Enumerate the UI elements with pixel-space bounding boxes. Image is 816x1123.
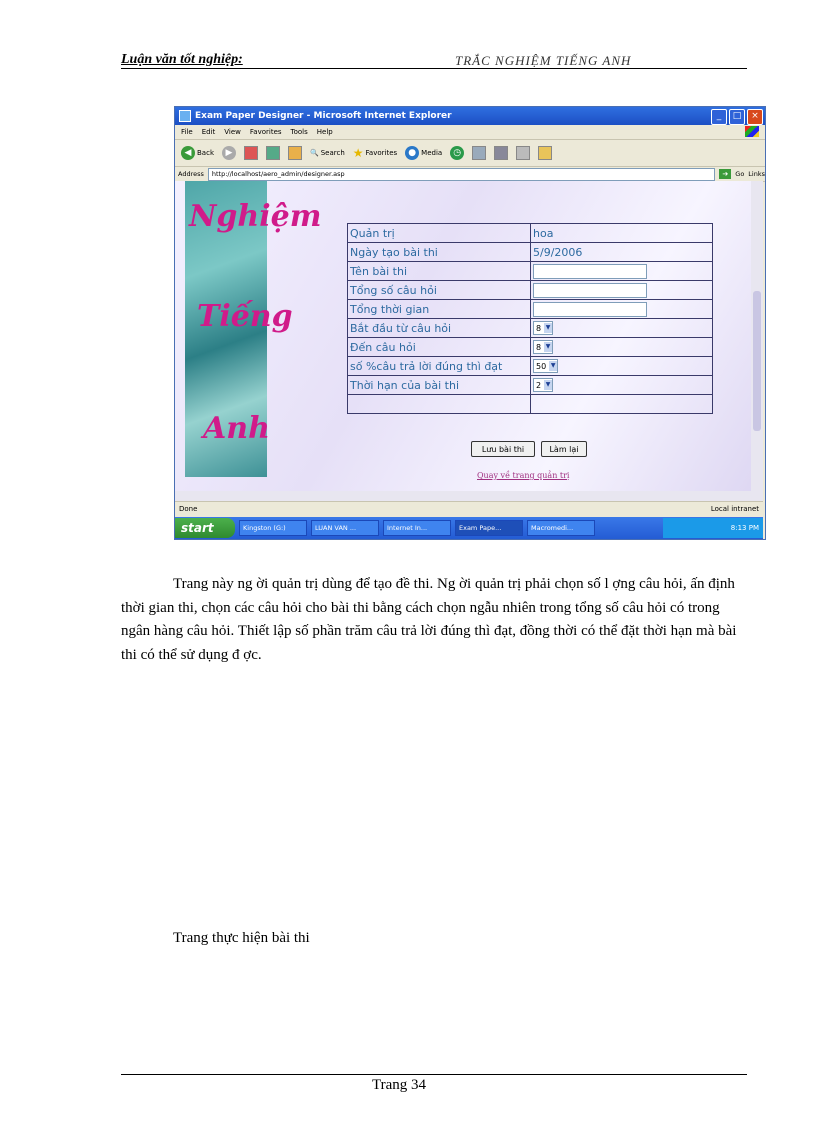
system-tray [663,518,763,538]
browser-titlebar [175,107,765,125]
windows-taskbar [175,517,763,539]
header-thesis-label: Luận văn tốt nghiệp: [121,52,243,67]
row-label: Tên bài thi [348,262,531,281]
chevron-down-icon: ▼ [545,343,551,351]
footer-divider [121,1074,747,1075]
table-row [348,338,713,357]
row-value [531,395,713,414]
table-row [348,319,713,338]
row-label [348,395,531,414]
row-label: Đến câu hỏi [348,338,531,357]
start-button[interactable]: start [175,518,235,538]
save-exam-button[interactable]: Lưu bài thi [471,441,535,457]
address-input[interactable] [208,168,715,181]
address-bar [175,167,765,182]
taskbar-item[interactable]: Internet In... [383,520,451,536]
search-button[interactable] [310,149,345,157]
favorites-label: Favorites [365,149,398,157]
banner-word-3: Anh [203,411,270,446]
menu-view[interactable]: View [224,128,241,136]
banner-word-2: Tiếng [197,299,293,334]
mail-icon[interactable] [472,146,486,160]
table-row [348,243,713,262]
table-row [348,395,713,414]
back-button[interactable] [181,146,214,160]
star-icon: ★ [352,146,364,160]
table-row [348,376,713,395]
forward-arrow-icon[interactable]: ▶ [222,146,236,160]
start-question-select[interactable] [533,321,553,335]
end-question-select[interactable] [533,340,553,354]
select-value: 50 [536,361,547,371]
refresh-icon[interactable] [266,146,280,160]
description-paragraph [121,573,747,667]
windows-flag-icon [745,126,759,137]
status-bar [175,501,763,515]
maximize-icon[interactable]: □ [729,109,745,125]
go-label[interactable]: Go [735,170,745,178]
media-label: Media [421,149,443,157]
select-value: 8 [536,323,542,333]
search-icon: 🔍 [310,149,319,157]
go-arrow-icon[interactable]: ➔ [719,169,731,179]
stop-icon[interactable] [244,146,258,160]
menu-bar [175,125,765,140]
favorites-button[interactable] [353,146,397,160]
select-value: 8 [536,342,542,352]
menu-help[interactable]: Help [316,128,333,136]
back-label: Back [197,149,214,157]
page-number: Trang 34 [372,1077,427,1093]
folder-icon[interactable] [538,146,552,160]
menu-file[interactable]: File [181,128,193,136]
total-questions-input[interactable] [533,283,647,298]
sidebar-banner [185,181,322,477]
row-label: Thời hạn của bài thi [348,376,531,395]
pass-percent-select[interactable] [533,359,558,373]
row-value: 5/9/2006 [531,243,713,262]
media-button[interactable] [405,146,442,160]
address-value: http://localhost/aero_admin/designer.asp [211,170,345,178]
table-row [348,224,713,243]
back-arrow-icon: ◀ [181,146,195,160]
chevron-down-icon: ▼ [550,362,556,370]
menu-tools[interactable]: Tools [290,128,308,136]
exam-duration-select[interactable] [533,378,553,392]
horizontal-scrollbar[interactable] [175,491,763,501]
table-row [348,357,713,376]
vertical-scrollbar[interactable] [751,181,763,491]
back-to-admin-link[interactable]: Quay về trang quản trị [477,471,570,480]
tray-clock: 8:13 PM [730,524,759,532]
row-label: Quản trị [348,224,531,243]
history-icon[interactable]: ◷ [450,146,464,160]
close-icon[interactable]: × [747,109,763,125]
table-row [348,281,713,300]
exam-name-input[interactable] [533,264,647,279]
links-label[interactable]: Links [748,170,765,178]
scroll-thumb[interactable] [753,291,761,431]
search-label: Search [320,149,345,157]
header-thesis-title: TRẮC NGHIỆM TIẾNG ANH [455,53,632,68]
taskbar-item[interactable]: Macromedi... [527,520,595,536]
media-icon: ● [405,146,419,160]
menu-edit[interactable]: Edit [201,128,216,136]
header-divider [121,68,747,69]
row-label: Ngày tạo bài thi [348,243,531,262]
ie-icon [179,110,191,122]
table-row [348,262,713,281]
browser-toolbar [175,140,765,167]
select-value: 2 [536,380,542,390]
row-value: hoa [531,224,713,243]
table-row [348,300,713,319]
taskbar-item[interactable]: Kingston (G:) [239,520,307,536]
taskbar-item[interactable]: Exam Pape... [455,520,523,536]
section-heading: Trang thực hiện bài thi [173,930,310,946]
status-zone: Local intranet [710,504,759,513]
row-label: Tổng số câu hỏi [348,281,531,300]
row-label: Bắt đầu từ câu hỏi [348,319,531,338]
address-label: Address [178,170,204,178]
taskbar-item[interactable]: LUAN VAN ... [311,520,379,536]
menu-favorites[interactable]: Favorites [249,128,282,136]
row-label: số %câu trả lời đúng thì đạt [348,357,531,376]
edit-icon[interactable] [516,146,530,160]
paragraph-text: Trang này ng ời quản trị dùng để tạo đề thi. Ng ời quản trị phải chọn số l ợng câu hỏi, ấn định thời gian thi, chọn các câu hỏi cho bài thi bằng cách chọn ngẫu nhiên trong tổng số câu hỏi có trong ngân hàng câu hỏi. Thiết lập số phần trăm câu trả lời đúng thì đạt, đồng thời có thể đặt thời hạn mà bài thi có thể sử dụng đ ợc. [121,576,737,663]
browser-title: Exam Paper Designer - Microsoft Internet Explorer [195,111,452,121]
reset-button[interactable]: Làm lại [541,441,587,457]
page-content [175,181,763,491]
chevron-down-icon: ▼ [545,381,551,389]
exam-design-form [347,223,713,414]
row-label: Tổng thời gian [348,300,531,319]
banner-word-1: Nghiệm [189,199,322,234]
window-controls [711,109,763,125]
browser-screenshot [174,106,766,540]
status-text: Done [179,504,198,513]
total-time-input[interactable] [533,302,647,317]
minimize-icon[interactable]: _ [711,109,727,125]
chevron-down-icon: ▼ [545,324,551,332]
home-icon[interactable] [288,146,302,160]
print-icon[interactable] [494,146,508,160]
